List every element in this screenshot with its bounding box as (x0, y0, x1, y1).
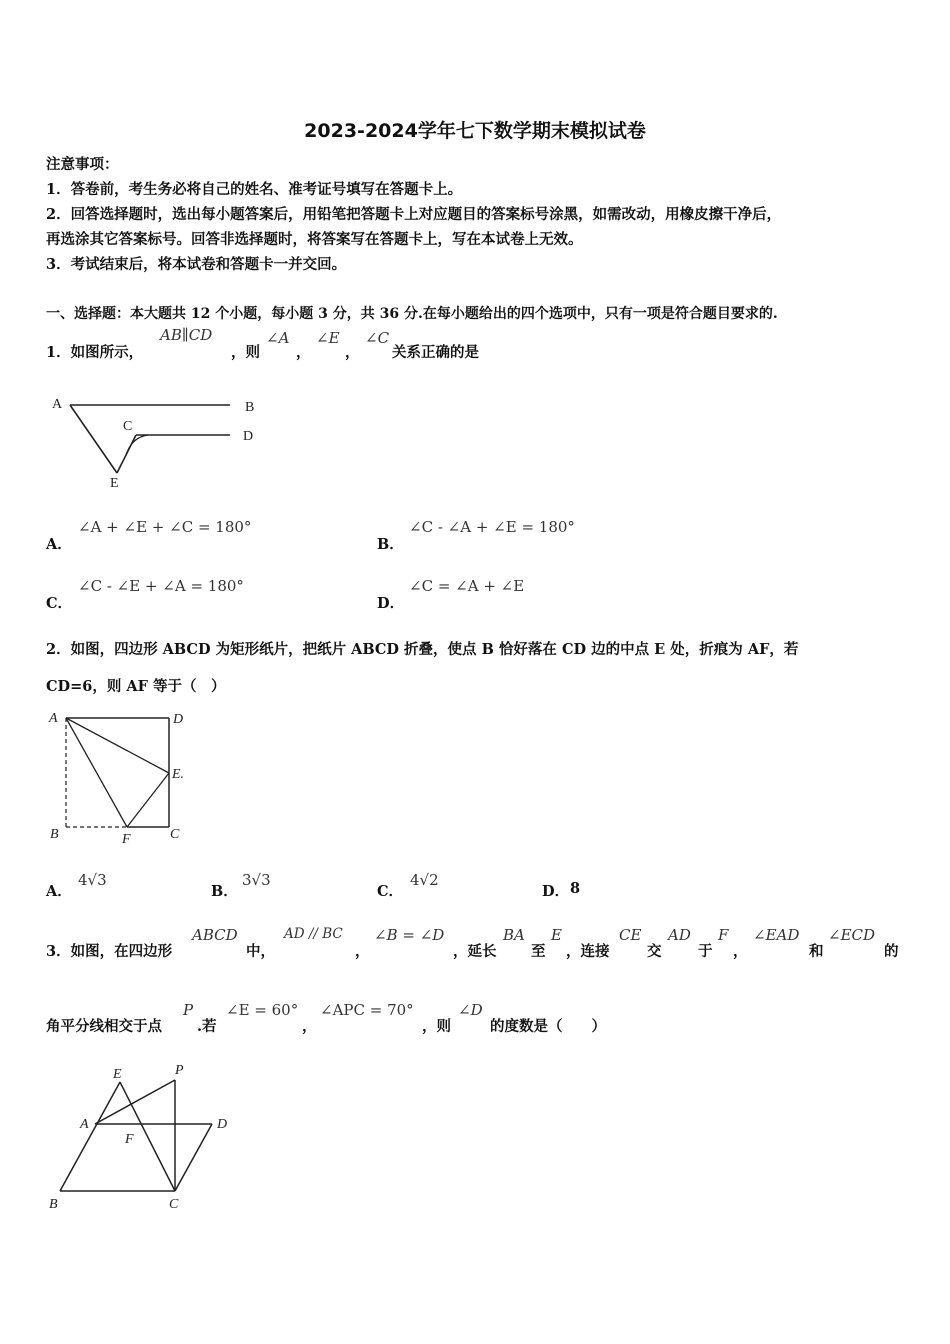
notice-item-1: 1．答卷前，考生务必将自己的姓名、准考证号填写在答题卡上。 (46, 181, 463, 198)
q3-line2-c: ， (302, 1018, 317, 1035)
q1-figure (40, 385, 280, 495)
q3-math-e: E (551, 926, 562, 944)
q1-label-a: A (52, 397, 63, 412)
notice-item-2: 2．回答选择题时，选出每小题答案后，用铅笔把答题卡上对应题目的答案标号涂黑，如需改动，用橡皮擦干净后， (46, 206, 782, 223)
q3-figure (40, 1060, 250, 1220)
q1-prefix: 1．如图所示， (46, 344, 144, 361)
notice-item-2-cont: 再选涂其它答案标号。回答非选择题时，将答案写在答题卡上，写在本试卷上无效。 (46, 231, 583, 248)
q3-text-3: ， (355, 943, 370, 960)
q3-text-8: 于 (698, 943, 713, 960)
q3-math-parallel: AD // BC (284, 926, 343, 942)
q3-math-ad: AD (668, 926, 691, 944)
q3-label-b: B (49, 1197, 58, 1212)
q1-option-d-label[interactable]: D． (377, 595, 405, 612)
q2-label-a: A (49, 711, 58, 726)
q3-text-10: 和 (809, 943, 824, 960)
section-heading: 一、选择题：本大题共 12 个小题，每小题 3 分，共 36 分.在每小题给出的四个选项中，只有一项是符合题目要求的. (46, 306, 778, 322)
q3-math-ce: CE (619, 926, 642, 944)
q2-label-c: C (170, 827, 180, 842)
q3-text-11: 的 (884, 943, 899, 960)
q3-text-1: 3．如图，在四边形 (46, 943, 173, 960)
q2-option-c-label[interactable]: C． (377, 883, 404, 900)
q1-condition: AB∥CD (160, 326, 213, 344)
q3-text-5: 至 (531, 943, 546, 960)
q3-line2-d: ，则 (422, 1018, 451, 1035)
q2-option-b-expr[interactable]: 3√3 (242, 871, 271, 889)
q1-suffix: 关系正确的是 (392, 344, 479, 361)
q2-option-c-expr[interactable]: 4√2 (410, 871, 439, 889)
q2-option-b-label[interactable]: B． (211, 883, 238, 900)
q3-math-e60: ∠E = 60° (226, 1001, 299, 1019)
q3-text-2: 中， (246, 943, 275, 960)
q2-line1: 2．如图，四边形 ABCD 为矩形纸片，把纸片 ABCD 折叠，使点 B 恰好落在 CD 边的中点 E 处，折痕为 AF，若 (46, 641, 799, 658)
q3-label-a: A (80, 1117, 89, 1132)
q1-option-d-expr[interactable]: ∠C = ∠A + ∠E (409, 577, 525, 595)
q3-label-f: F (125, 1132, 134, 1147)
q2-option-d-expr[interactable]: 8 (570, 880, 581, 897)
q1-option-a-label[interactable]: A． (46, 536, 72, 553)
notice-heading: 注意事项： (46, 156, 119, 173)
q1-angle-c: ∠C (365, 329, 390, 347)
q1-option-b-label[interactable]: B． (377, 536, 404, 553)
q3-label-c: C (169, 1197, 179, 1212)
q3-math-abcd: ABCD (192, 926, 238, 944)
q3-line2-a: 角平分线相交于点 (46, 1018, 162, 1035)
q3-math-ecd: ∠ECD (828, 926, 876, 944)
q2-option-d-label[interactable]: D． (542, 883, 570, 900)
q1-label-c: C (123, 419, 133, 434)
q1-angle-a: ∠A (266, 329, 290, 347)
q1-label-e: E (110, 476, 119, 491)
q3-math-apc70: ∠APC = 70° (320, 1001, 414, 1019)
q2-label-e: E. (172, 767, 185, 782)
q1-angle-e: ∠E (316, 329, 340, 347)
q3-math-angle-eq: ∠B = ∠D (374, 926, 445, 944)
q3-text-7: 交 (647, 943, 662, 960)
q3-text-4: ，延长 (453, 943, 497, 960)
q1-sep2: ， (345, 344, 360, 361)
q1-sep1: ， (296, 344, 311, 361)
q3-math-d: ∠D (458, 1001, 483, 1019)
q2-figure (40, 705, 210, 850)
q1-option-a-expr[interactable]: ∠A + ∠E + ∠C = 180° (78, 518, 252, 536)
q1-option-b-expr[interactable]: ∠C - ∠A + ∠E = 180° (409, 518, 575, 536)
q3-math-f: F (718, 926, 729, 944)
q2-label-f: F (122, 832, 131, 847)
q3-math-ba: BA (503, 926, 525, 944)
page-title: 2023-2024学年七下数学期末模拟试卷 (304, 120, 646, 142)
q1-option-c-expr[interactable]: ∠C - ∠E + ∠A = 180° (78, 577, 244, 595)
q2-option-a-label[interactable]: A． (46, 883, 72, 900)
q1-label-d: D (243, 429, 254, 444)
q3-text-9: ， (733, 943, 748, 960)
q3-label-e: E (113, 1067, 122, 1082)
q3-text-6: ，连接 (566, 943, 610, 960)
q1-label-b: B (245, 400, 255, 415)
q2-label-b: B (50, 827, 59, 842)
q1-option-c-label[interactable]: C． (46, 595, 73, 612)
q2-line2: CD=6，则 AF 等于（ ） (46, 678, 226, 695)
q3-math-ead: ∠EAD (753, 926, 800, 944)
q3-line2-e: 的度数是（ ） (490, 1018, 606, 1035)
q3-label-d: D (217, 1117, 228, 1132)
notice-item-3: 3．考试结束后，将本试卷和答题卡一并交回。 (46, 256, 347, 273)
q3-line2-b: .若 (197, 1018, 217, 1035)
q3-math-p: P (183, 1001, 194, 1019)
q2-option-a-expr[interactable]: 4√3 (78, 871, 107, 889)
q1-mid: ，则 (231, 344, 260, 361)
q3-label-p: P (175, 1063, 184, 1078)
q2-label-d: D (173, 712, 184, 727)
